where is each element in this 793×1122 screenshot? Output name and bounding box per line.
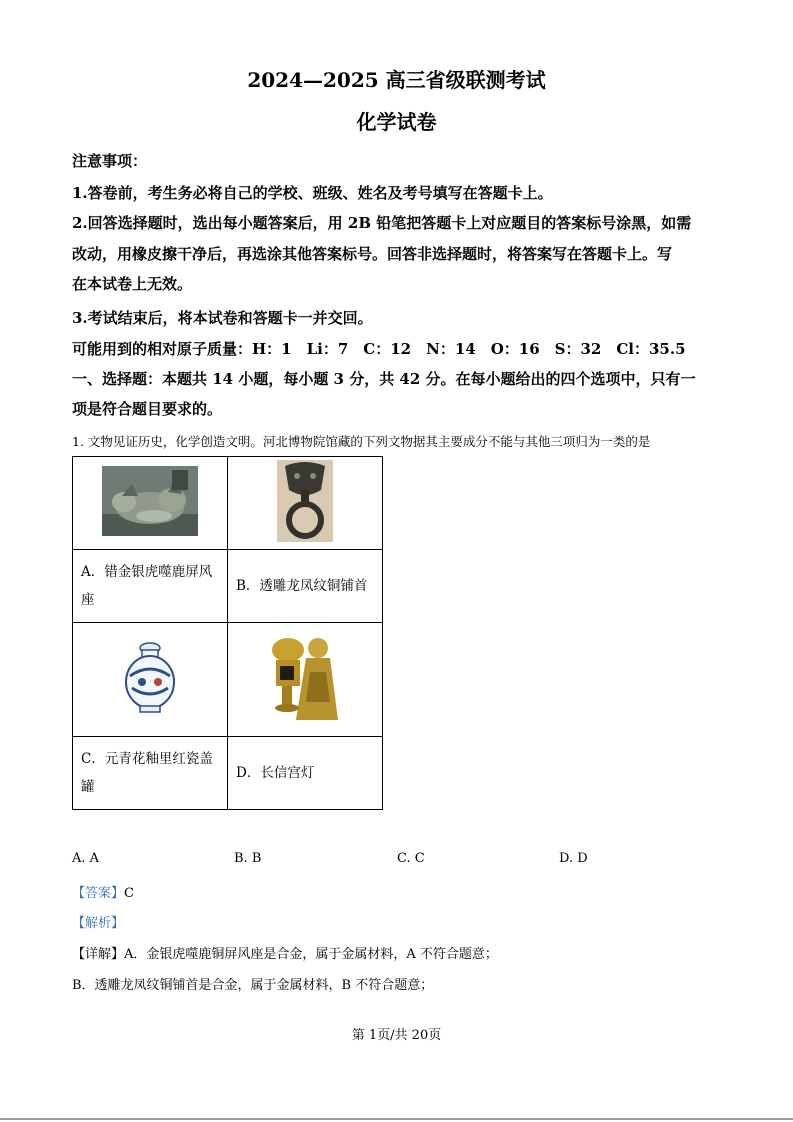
notice-item-3: 3.考试结束后，将本试卷和答题卡一并交回。 <box>72 309 373 327</box>
detail-line-b: B．透雕龙凤纹铜铺首是合金，属于金属材料，B 不符合题意； <box>72 978 434 993</box>
blue-white-porcelain-jar-icon <box>124 642 176 714</box>
analysis-tag: 【解析】 <box>72 916 125 931</box>
notice-item-2-line2: 改动，用橡皮擦干净后，再选涂其他答案标号。回答非选择题时，将答案写在答题卡上。写 <box>72 245 673 263</box>
option-c[interactable]: C. C <box>397 851 425 866</box>
artifact-label-b: B．透雕龙凤纹铜铺首 <box>228 550 383 623</box>
answer-line <box>72 882 134 901</box>
question-1-stem: 1. 文物见证历史，化学创造文明。河北博物院馆藏的下列文物据其主要成分不能与其他三项归为一类的是 <box>72 434 651 449</box>
detail-a-text: A．金银虎噬鹿铜屏风座是合金，属于金属材料，A 不符合题意； <box>124 947 498 962</box>
option-d[interactable]: D. D <box>559 851 588 866</box>
notice-item-2-line3: 在本试卷上无效。 <box>72 275 193 293</box>
bronze-tiger-sculpture-icon <box>102 466 198 536</box>
notice-heading: 注意事项： <box>72 152 148 170</box>
answer-tag: 【答案】 <box>72 886 125 901</box>
notice-item-1: 1.答卷前，考生务必将自己的学校、班级、姓名及考号填写在答题卡上。 <box>72 184 553 202</box>
artifact-label-c: C．元青花釉里红瓷盖罐 <box>73 737 228 810</box>
section-heading-line1: 一、选择题：本题共 14 小题，每小题 3 分，共 42 分。在每小题给出的四个选项中，只有一 <box>72 370 696 388</box>
detail-line-a <box>72 943 498 962</box>
detail-tag: 【详解】 <box>72 947 125 962</box>
section-heading-line2: 项是符合题目要求的。 <box>72 400 223 418</box>
artifact-label-d: D．长信宫灯 <box>228 737 383 810</box>
gilded-bronze-lamp-icon <box>266 632 344 724</box>
artifact-image-d <box>228 623 383 737</box>
page-footer: 第 1页/共 20页 <box>351 1028 442 1043</box>
page-bottom-divider <box>0 1118 793 1120</box>
exam-title: 2024—2025 高三省级联测考试 <box>247 68 546 92</box>
bronze-door-knocker-icon <box>277 460 333 542</box>
option-a[interactable]: A. A <box>72 851 100 866</box>
artifact-image-b <box>228 457 383 550</box>
answer-value: C <box>124 886 134 901</box>
notice-item-2-line1: 2.回答选择题时，选出每小题答案后，用 2B 铅笔把答题卡上对应题目的答案标号涂黑，如需 <box>72 214 692 232</box>
exam-subtitle: 化学试卷 <box>356 110 437 134</box>
artifact-label-a: A．错金银虎噬鹿屏风座 <box>73 550 228 623</box>
artifact-image-c <box>73 623 228 737</box>
option-b[interactable]: B. B <box>234 851 262 866</box>
artifact-table <box>72 456 383 810</box>
atomic-masses: 可能用到的相对原子质量：H：1 Li：7 C：12 N：14 O：16 S：32 Cl：35.5 <box>72 340 686 358</box>
artifact-image-a <box>73 457 228 550</box>
